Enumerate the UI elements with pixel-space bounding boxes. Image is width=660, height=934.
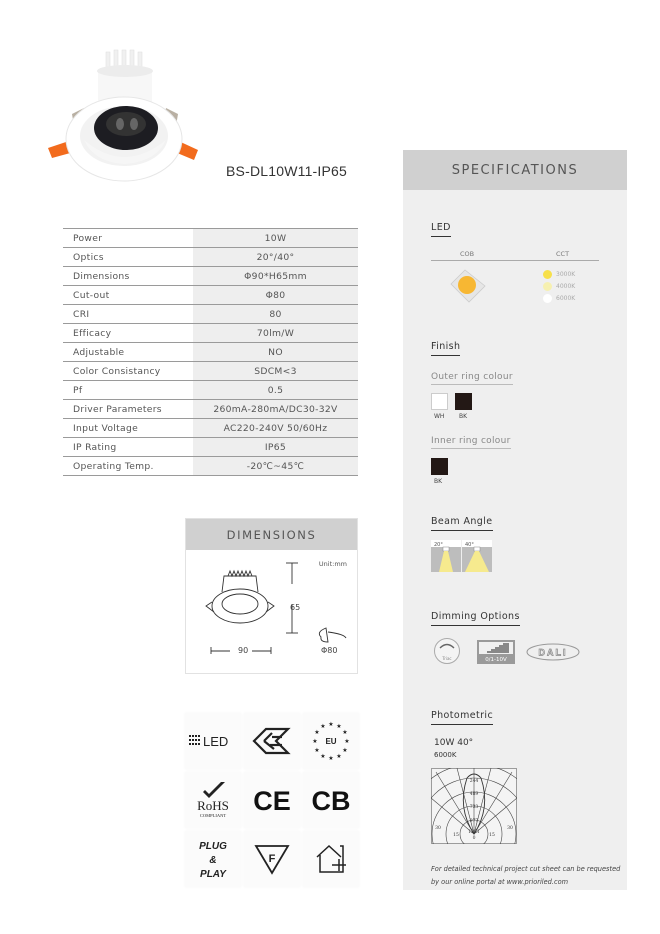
svg-text:PLUG: PLUG	[199, 841, 227, 852]
spec-row	[63, 438, 358, 457]
photometric-power-angle: 10W 40°	[434, 738, 474, 748]
spec-label: Driver Parameters	[63, 400, 193, 419]
svg-text:★: ★	[344, 738, 350, 745]
spec-row	[63, 400, 358, 419]
spec-label: IP Rating	[63, 438, 193, 457]
spec-value: IP65	[193, 438, 358, 457]
plug-play-cert-icon	[185, 831, 241, 887]
svg-text:40°: 40°	[465, 542, 474, 548]
svg-text:1221: 1221	[468, 830, 480, 835]
spec-label: Pf	[63, 381, 193, 400]
spec-row	[63, 343, 358, 362]
inner-ring-title: Inner ring colour	[431, 436, 511, 449]
svg-text:★: ★	[342, 747, 348, 754]
spec-row	[63, 419, 358, 438]
spec-label: Power	[63, 229, 193, 248]
enec-cert-icon	[244, 713, 300, 769]
spec-label: Cut-out	[63, 286, 193, 305]
ce-cert-icon	[244, 772, 300, 828]
spec-table	[63, 228, 358, 476]
svg-text:CE: CE	[253, 786, 291, 815]
svg-text:★: ★	[336, 723, 342, 730]
svg-text:30: 30	[435, 826, 441, 831]
width-label: 90	[238, 646, 249, 655]
spec-label: Operating Temp.	[63, 457, 193, 476]
spec-row	[63, 305, 358, 324]
product-image	[44, 44, 204, 184]
spec-value: 260mA-280mA/DC30-32V	[193, 400, 358, 419]
svg-text:20°: 20°	[434, 542, 443, 548]
spec-value: 10W	[193, 229, 358, 248]
svg-text:COMPLIANT: COMPLIANT	[199, 813, 227, 818]
spec-row	[63, 229, 358, 248]
svg-text:★: ★	[342, 729, 348, 736]
cct-label: 6000K	[556, 295, 576, 302]
dimensions-unit: Unit:mm	[318, 560, 347, 568]
spec-value: NO	[193, 343, 358, 362]
svg-text:0: 0	[472, 836, 476, 841]
svg-text:★: ★	[314, 729, 320, 736]
led-divider	[431, 260, 599, 261]
cct-swatch-4000k[interactable]	[543, 282, 552, 291]
outer-ring-title: Outer ring colour	[431, 372, 513, 385]
f-mark-cert-icon	[244, 831, 300, 887]
outer-ring-white-label: WH	[434, 413, 445, 420]
svg-text:RoHS: RoHS	[197, 798, 229, 813]
cb-cert-icon	[303, 772, 359, 828]
svg-text:Triac: Triac	[442, 656, 452, 661]
spec-label: Color Consistancy	[63, 362, 193, 381]
spec-value: Φ90*H65mm	[193, 267, 358, 286]
svg-text:244: 244	[469, 779, 479, 784]
svg-text:15: 15	[453, 833, 459, 838]
spec-value: -20℃~45℃	[193, 457, 358, 476]
spec-value: Φ80	[193, 286, 358, 305]
spec-value: AC220-240V 50/60Hz	[193, 419, 358, 438]
spec-row	[63, 286, 358, 305]
cct-swatch-6000k[interactable]	[543, 294, 552, 303]
spec-value: 20°/40°	[193, 248, 358, 267]
svg-text:489: 489	[469, 792, 479, 797]
svg-text:★: ★	[328, 721, 334, 728]
svg-text:★: ★	[336, 753, 342, 760]
svg-text:30: 30	[507, 826, 513, 831]
spec-row	[63, 362, 358, 381]
indoor-use-cert-icon	[303, 831, 359, 887]
dali-dimmer-icon	[526, 642, 580, 662]
0-10v-dimmer-icon	[477, 640, 515, 664]
cct-swatch-3000k[interactable]	[543, 270, 552, 279]
spec-label: Adjustable	[63, 343, 193, 362]
rohs-cert-icon	[185, 772, 241, 828]
svg-text:★: ★	[312, 738, 318, 745]
spec-label: Efficacy	[63, 324, 193, 343]
svg-text:★: ★	[320, 753, 326, 760]
eu-cert-icon	[303, 713, 359, 769]
product-model: BS-DL10W11-IP65	[226, 163, 348, 179]
svg-text:PLAY: PLAY	[200, 869, 226, 880]
inner-ring-black-swatch[interactable]	[431, 458, 448, 475]
beam-angle-section-title: Beam Angle	[431, 516, 493, 531]
svg-text:15: 15	[489, 833, 495, 838]
svg-text:0/1-10V: 0/1-10V	[485, 657, 507, 663]
svg-text:★: ★	[314, 747, 320, 754]
svg-text:★: ★	[320, 723, 326, 730]
svg-text:EU: EU	[325, 737, 337, 746]
spec-value: 80	[193, 305, 358, 324]
spec-value: 0.5	[193, 381, 358, 400]
led-section-title: LED	[431, 222, 451, 237]
svg-text:CB: CB	[311, 786, 351, 815]
specifications-title: SPECIFICATIONS	[403, 150, 627, 190]
spec-label: Optics	[63, 248, 193, 267]
svg-text:F: F	[268, 853, 276, 865]
cut-sheet-note: For detailed technical project cut sheet can be requested by our online portal at www.prioriled.com	[431, 865, 621, 886]
beam-angle-icon	[431, 540, 495, 572]
svg-text:LED: LED	[203, 734, 229, 749]
inner-ring-black-label: BK	[434, 478, 443, 485]
spec-row	[63, 324, 358, 343]
svg-text:733: 733	[469, 805, 479, 810]
outer-ring-black-swatch[interactable]	[455, 393, 472, 410]
spec-row	[63, 457, 358, 476]
svg-text:977: 977	[469, 819, 479, 824]
spec-label: Dimensions	[63, 267, 193, 286]
spec-row	[63, 248, 358, 267]
outer-ring-white-swatch[interactable]	[431, 393, 448, 410]
certifications-grid	[185, 713, 359, 887]
photometric-section-title: Photometric	[431, 710, 493, 725]
outer-ring-black-label: BK	[459, 413, 468, 420]
triac-dimmer-icon	[433, 637, 461, 665]
cct-label: 3000K	[556, 271, 576, 278]
svg-text:★: ★	[328, 755, 334, 762]
photometric-cct: 6000K	[434, 751, 457, 759]
finish-section-title: Finish	[431, 341, 460, 356]
svg-text:&: &	[209, 855, 217, 866]
spec-label: CRI	[63, 305, 193, 324]
spec-value: SDCM<3	[193, 362, 358, 381]
cct-label: 4000K	[556, 283, 576, 290]
specifications-panel	[403, 150, 627, 890]
cct-header: CCT	[556, 250, 570, 258]
spec-row	[63, 267, 358, 286]
spec-value: 70lm/W	[193, 324, 358, 343]
height-label: 65	[290, 603, 301, 612]
cob-header: COB	[460, 250, 475, 258]
dimming-section-title: Dimming Options	[431, 611, 520, 626]
spec-row	[63, 381, 358, 400]
svg-text:DALI: DALI	[538, 647, 568, 658]
spec-label: Input Voltage	[63, 419, 193, 438]
dimensions-box	[185, 518, 358, 674]
cutout-label: Φ80	[321, 646, 338, 655]
polar-diagram-icon	[431, 768, 517, 844]
cob-chip-icon	[447, 268, 487, 304]
dimensions-title: DIMENSIONS	[186, 519, 357, 550]
led-cert-icon	[185, 713, 241, 769]
dimension-drawing-icon	[186, 550, 359, 674]
